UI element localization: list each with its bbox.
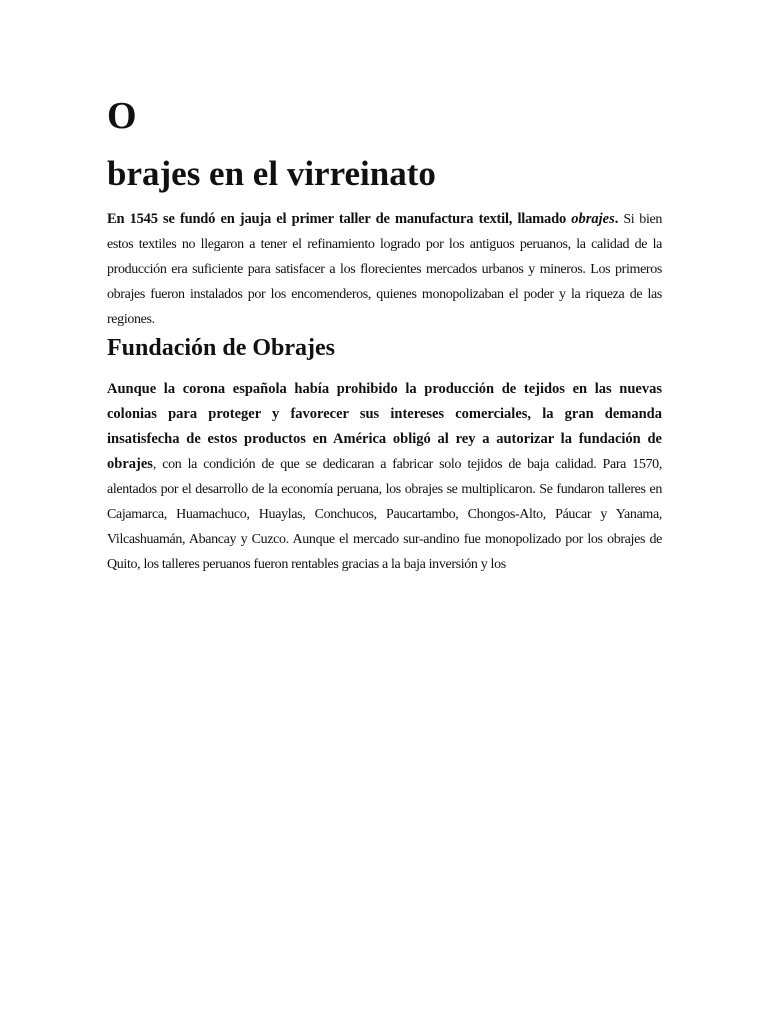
intro-body-text: Si bien estos textiles no llegaron a tener el refinamiento logrado por los antiguos peruanos, la calidad de la producción era suficiente para satisfacer a los florecientes mercados urbanos y mineros. Los primeros obrajes fueron instalados por los encomenderos, quienes monopolizaban el poder y la riqueza de las regiones. <box>107 212 662 327</box>
foundation-bold-lead: Aunque la corona española había prohibido la producción de tejidos en las nuevas colonias para proteger y favorecer sus intereses comerciales, la gran demanda insatisfecha de estos productos en América obligó al rey a autorizar la fundación de obrajes <box>107 381 662 472</box>
intro-bold-period: . <box>614 211 619 227</box>
intro-paragraph <box>107 207 662 332</box>
section-heading: Fundación de Obrajes <box>107 335 336 361</box>
page-title: brajes en el virreinato <box>107 154 436 193</box>
foundation-body-text: , con la condición de que se dedicaran a fabricar solo tejidos de baja calidad. Para 1570, alentados por el desarrollo de la economía peruana, los obrajes se multiplicaron. Se fundaron talleres en Cajamarca, Huamachuco, Huaylas, Conchucos, Paucartambo, Chongos-Alto, Páucar y Yanama, Vilcashuamán, Abancay y Cuzco. Aunque el mercado sur-andino fue monopolizado por los obrajes de Quito, los talleres peruanos fueron rentables gracias a la baja inversión y los <box>107 457 662 572</box>
intro-bold-lead: En 1545 se fundó en jauja el primer taller de manufactura textil, llamado <box>107 211 572 227</box>
document-body <box>107 93 662 577</box>
foundation-paragraph <box>107 377 662 577</box>
intro-bold-italic-term: obrajes <box>571 211 615 227</box>
drop-letter: O <box>107 95 137 137</box>
